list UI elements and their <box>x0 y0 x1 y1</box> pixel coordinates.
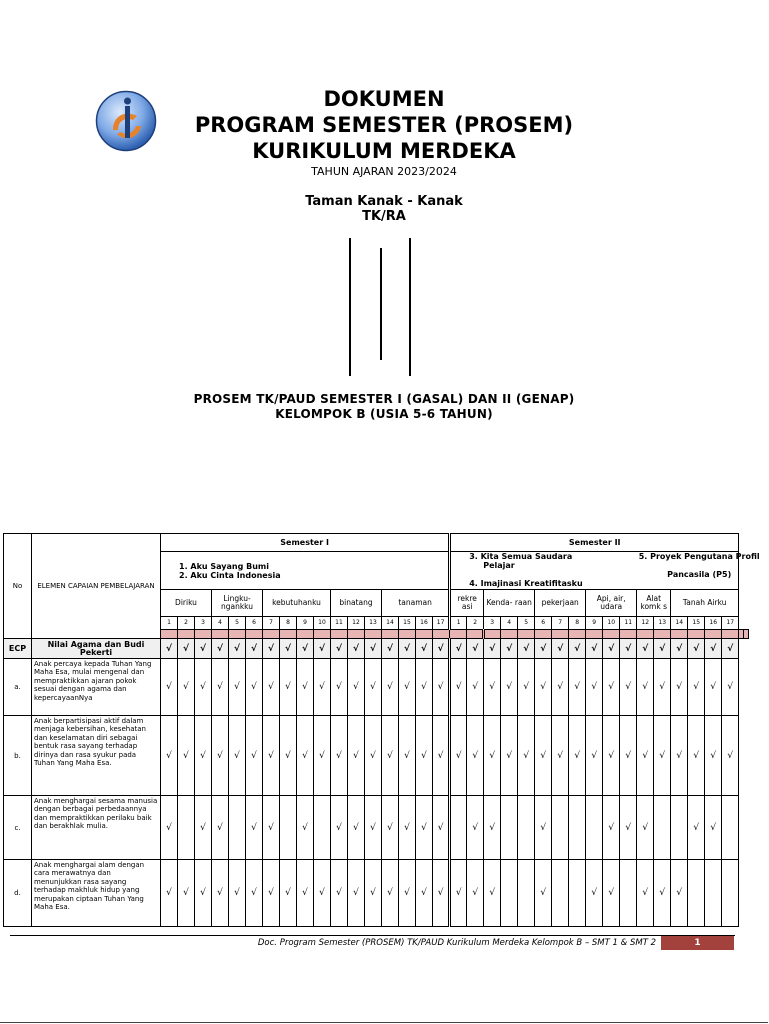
theme-3 <box>469 552 589 570</box>
document-title <box>160 86 608 224</box>
check-cell: √ <box>484 796 501 860</box>
check-cell: √ <box>246 796 263 860</box>
check-cell: √ <box>263 659 280 716</box>
check-cell: √ <box>688 716 705 796</box>
row-number: a. <box>4 659 32 716</box>
check-cell: √ <box>552 716 569 796</box>
week-number-sem2: 1 <box>450 617 467 630</box>
check-cell: √ <box>654 639 671 659</box>
check-cell: √ <box>450 639 467 659</box>
check-cell: √ <box>195 860 212 927</box>
check-cell: √ <box>246 716 263 796</box>
element-description: Anak menghargai sesama manusia dengan berbagai perbedaannya dan mempraktikkan perilaku baik dan berakhlak mulia. <box>32 796 161 860</box>
week-number-sem1: 9 <box>297 617 314 630</box>
semester-2-themes <box>450 552 760 590</box>
no-header: No <box>4 534 32 639</box>
school-abbr: TK/RA <box>362 209 406 224</box>
check-cell: √ <box>399 639 416 659</box>
check-cell <box>280 796 297 860</box>
spacer-cell <box>263 630 280 639</box>
decor-bar-middle <box>380 248 382 360</box>
title-line-3: KURIKULUM MERDEKA <box>252 139 516 163</box>
week-number-sem2: 12 <box>637 617 654 630</box>
row-number: c. <box>4 796 32 860</box>
check-cell: √ <box>212 639 229 659</box>
spacer-cell <box>535 630 552 639</box>
week-number-sem1: 17 <box>433 617 450 630</box>
check-cell: √ <box>484 639 501 659</box>
check-cell: √ <box>637 716 654 796</box>
check-cell: √ <box>671 639 688 659</box>
check-cell <box>671 796 688 860</box>
check-cell: √ <box>688 796 705 860</box>
week-number-sem1: 2 <box>178 617 195 630</box>
subtheme-header: Kenda- raan <box>484 590 535 617</box>
check-cell: √ <box>433 659 450 716</box>
table-row <box>4 716 749 796</box>
week-number-sem1: 10 <box>314 617 331 630</box>
spacer-cell <box>382 630 399 639</box>
check-cell: √ <box>382 860 399 927</box>
check-cell <box>178 796 195 860</box>
semester-1-header: Semester I <box>161 534 450 552</box>
check-cell: √ <box>501 716 518 796</box>
check-cell: √ <box>178 639 195 659</box>
subtheme-header: Api, air, udara <box>586 590 637 617</box>
check-cell: √ <box>365 639 382 659</box>
check-cell: √ <box>535 860 552 927</box>
check-cell: √ <box>382 716 399 796</box>
check-cell: √ <box>331 639 348 659</box>
check-cell: √ <box>365 796 382 860</box>
footer-rule <box>10 935 735 936</box>
check-cell: √ <box>586 659 603 716</box>
prosem-subtitle <box>100 392 668 422</box>
check-cell: √ <box>348 860 365 927</box>
check-cell: √ <box>161 796 178 860</box>
check-cell <box>569 796 586 860</box>
check-cell: √ <box>314 639 331 659</box>
week-number-sem1: 8 <box>280 617 297 630</box>
spacer-cell <box>331 630 348 639</box>
table-row <box>4 639 749 659</box>
check-cell <box>586 796 603 860</box>
check-cell: √ <box>518 716 535 796</box>
check-cell: √ <box>501 659 518 716</box>
week-number-sem2: 13 <box>654 617 671 630</box>
check-cell: √ <box>161 716 178 796</box>
check-cell: √ <box>722 716 739 796</box>
week-number-sem2: 8 <box>569 617 586 630</box>
check-cell: √ <box>399 659 416 716</box>
check-cell: √ <box>280 639 297 659</box>
check-cell: √ <box>212 860 229 927</box>
check-cell: √ <box>382 639 399 659</box>
spacer-cell <box>178 630 195 639</box>
check-cell: √ <box>416 796 433 860</box>
check-cell: √ <box>603 639 620 659</box>
check-cell <box>722 860 739 927</box>
check-cell: √ <box>620 639 637 659</box>
decor-bar-right <box>409 238 411 376</box>
check-cell <box>552 860 569 927</box>
check-cell: √ <box>535 716 552 796</box>
check-cell: √ <box>195 639 212 659</box>
week-number-sem2: 14 <box>671 617 688 630</box>
spacer-cell <box>603 630 620 639</box>
spacer-cell <box>501 630 518 639</box>
spacer-cell <box>744 630 749 639</box>
check-cell: √ <box>603 796 620 860</box>
theme-5 <box>629 552 769 579</box>
check-cell: √ <box>654 860 671 927</box>
check-cell: √ <box>654 659 671 716</box>
check-cell: √ <box>569 716 586 796</box>
week-number-sem1: 4 <box>212 617 229 630</box>
check-cell: √ <box>399 796 416 860</box>
check-cell: √ <box>433 860 450 927</box>
week-number-sem2: 4 <box>501 617 518 630</box>
check-cell: √ <box>314 860 331 927</box>
check-cell: √ <box>263 716 280 796</box>
check-cell: √ <box>671 860 688 927</box>
check-cell: √ <box>433 716 450 796</box>
check-cell <box>705 860 722 927</box>
check-cell: √ <box>331 716 348 796</box>
check-cell: √ <box>280 716 297 796</box>
check-cell: √ <box>620 796 637 860</box>
check-cell: √ <box>416 659 433 716</box>
title-line-1: DOKUMEN <box>323 87 445 111</box>
check-cell: √ <box>246 860 263 927</box>
subtheme-header: pekerjaan <box>535 590 586 617</box>
check-cell: √ <box>467 796 484 860</box>
check-cell: √ <box>331 659 348 716</box>
check-cell: √ <box>620 716 637 796</box>
spacer-cell <box>348 630 365 639</box>
check-cell: √ <box>382 659 399 716</box>
check-cell: √ <box>297 639 314 659</box>
spacer-cell <box>450 630 467 639</box>
subtheme-header: kebutuhanku <box>263 590 331 617</box>
week-number-sem1: 1 <box>161 617 178 630</box>
week-number-sem2: 15 <box>688 617 705 630</box>
prosem-line-2: KELOMPOK B (USIA 5-6 TAHUN) <box>275 407 493 421</box>
page-number-badge: 1 <box>661 936 734 950</box>
element-description: Anak berpartisipasi aktif dalam menjaga kebersihan, kesehatan dan keselamatan diri sebagai bentuk rasa sayang terhadap dirinya dan rasa syukur pada Tuhan Yang Maha Esa. <box>32 716 161 796</box>
spacer-cell <box>161 630 178 639</box>
check-cell: √ <box>195 796 212 860</box>
check-cell: √ <box>637 796 654 860</box>
table-row <box>4 796 749 860</box>
check-cell: √ <box>637 659 654 716</box>
check-cell: √ <box>382 796 399 860</box>
academic-year: TAHUN AJARAN 2023/2024 <box>311 165 457 178</box>
spacer-cell <box>484 630 501 639</box>
check-cell: √ <box>399 860 416 927</box>
spacer-cell <box>399 630 416 639</box>
spacer-cell <box>416 630 433 639</box>
row-number: b. <box>4 716 32 796</box>
week-number-sem2: 11 <box>620 617 637 630</box>
element-description: Anak percaya kepada Tuhan Yang Maha Esa, mulai mengenal dan mempraktikkan ajaran pokok sesuai dengan agama dan kepercayaanNya <box>32 659 161 716</box>
check-cell: √ <box>586 860 603 927</box>
check-cell: √ <box>603 860 620 927</box>
check-cell <box>552 796 569 860</box>
check-cell: √ <box>467 860 484 927</box>
week-number-sem1: 15 <box>399 617 416 630</box>
check-cell <box>654 796 671 860</box>
theme-3-line-1: 3. Kita Semua Saudara <box>469 552 573 561</box>
spacer-cell <box>654 630 671 639</box>
week-number-sem1: 7 <box>263 617 280 630</box>
check-cell: √ <box>212 659 229 716</box>
week-number-sem1: 13 <box>365 617 382 630</box>
check-cell: √ <box>229 639 246 659</box>
check-cell: √ <box>365 860 382 927</box>
check-cell: √ <box>501 639 518 659</box>
week-number-sem2: 6 <box>535 617 552 630</box>
spacer-cell <box>671 630 688 639</box>
element-description: Anak menghargai alam dengan cara merawatnya dan menunjukkan rasa sayang terhadap makhluk hidup yang merupakan ciptaan Tuhan Yang Maha Esa. <box>32 860 161 927</box>
week-number-sem2: 5 <box>518 617 535 630</box>
check-cell: √ <box>671 716 688 796</box>
check-cell: √ <box>433 639 450 659</box>
check-cell: √ <box>569 639 586 659</box>
spacer-cell <box>433 630 450 639</box>
subtheme-header: Lingku- ngankku <box>212 590 263 617</box>
check-cell: √ <box>671 659 688 716</box>
check-cell: √ <box>603 659 620 716</box>
check-cell: √ <box>467 659 484 716</box>
spacer-cell <box>246 630 263 639</box>
check-cell: √ <box>331 860 348 927</box>
check-cell: √ <box>297 860 314 927</box>
check-cell: √ <box>416 639 433 659</box>
check-cell: √ <box>705 716 722 796</box>
check-cell <box>518 796 535 860</box>
decor-bar-left <box>349 238 351 376</box>
check-cell: √ <box>178 716 195 796</box>
element-description: Nilai Agama dan Budi Pekerti <box>32 639 161 659</box>
school-type: Taman Kanak - Kanak <box>305 194 463 209</box>
check-cell: √ <box>195 659 212 716</box>
spacer-cell <box>705 630 722 639</box>
check-cell: √ <box>348 716 365 796</box>
check-cell: √ <box>586 639 603 659</box>
week-number-sem2: 16 <box>705 617 722 630</box>
check-cell: √ <box>314 659 331 716</box>
check-cell: √ <box>348 659 365 716</box>
theme-3-line-2: Pelajar <box>483 561 515 570</box>
check-cell: √ <box>297 716 314 796</box>
subtheme-header: Diriku <box>161 590 212 617</box>
subtheme-header: rekre asi <box>450 590 484 617</box>
spacer-cell <box>280 630 297 639</box>
check-cell: √ <box>161 659 178 716</box>
row-number: d. <box>4 860 32 927</box>
check-cell: √ <box>722 639 739 659</box>
check-cell <box>229 796 246 860</box>
check-cell: √ <box>535 796 552 860</box>
spacer-cell <box>365 630 382 639</box>
check-cell <box>501 860 518 927</box>
check-cell: √ <box>637 860 654 927</box>
check-cell: √ <box>297 796 314 860</box>
spacer-cell <box>297 630 314 639</box>
spacer-cell <box>195 630 212 639</box>
check-cell: √ <box>705 639 722 659</box>
week-number-sem2: 7 <box>552 617 569 630</box>
title-line-2: PROGRAM SEMESTER (PROSEM) <box>194 113 574 137</box>
subtheme-header: binatang <box>331 590 382 617</box>
spacer-cell <box>569 630 586 639</box>
semester-2-header: Semester II <box>450 534 739 552</box>
spacer-cell <box>552 630 569 639</box>
table-row <box>4 860 749 927</box>
subtheme-header: tanaman <box>382 590 450 617</box>
check-cell: √ <box>348 639 365 659</box>
table-row <box>4 659 749 716</box>
check-cell: √ <box>195 716 212 796</box>
check-cell: √ <box>467 716 484 796</box>
check-cell: √ <box>331 796 348 860</box>
check-cell: √ <box>467 639 484 659</box>
check-cell: √ <box>484 716 501 796</box>
week-number-sem2: 2 <box>467 617 484 630</box>
check-cell: √ <box>229 716 246 796</box>
week-number-sem1: 16 <box>416 617 433 630</box>
spacer-cell <box>518 630 535 639</box>
week-number-sem1: 3 <box>195 617 212 630</box>
check-cell <box>314 796 331 860</box>
subtheme-header: Alat komk s <box>637 590 671 617</box>
check-cell <box>688 860 705 927</box>
check-cell: √ <box>535 639 552 659</box>
spacer-cell <box>637 630 654 639</box>
check-cell <box>569 860 586 927</box>
check-cell: √ <box>433 796 450 860</box>
school-logo-icon <box>95 90 157 152</box>
check-cell <box>620 860 637 927</box>
check-cell: √ <box>705 796 722 860</box>
check-cell: √ <box>688 639 705 659</box>
week-number-sem1: 14 <box>382 617 399 630</box>
check-cell: √ <box>722 659 739 716</box>
check-cell: √ <box>586 716 603 796</box>
check-cell <box>518 860 535 927</box>
spacer-cell <box>722 630 739 639</box>
check-cell: √ <box>484 659 501 716</box>
check-cell: √ <box>246 659 263 716</box>
check-cell: √ <box>263 639 280 659</box>
check-cell: √ <box>518 639 535 659</box>
check-cell: √ <box>552 639 569 659</box>
check-cell: √ <box>178 659 195 716</box>
element-header: ELEMEN CAPAIAN PEMBELAJARAN <box>32 534 161 639</box>
check-cell: √ <box>229 659 246 716</box>
check-cell: √ <box>280 860 297 927</box>
check-cell: √ <box>705 659 722 716</box>
week-number-sem1: 11 <box>331 617 348 630</box>
prosem-table <box>3 533 760 927</box>
spacer-cell <box>586 630 603 639</box>
check-cell: √ <box>688 659 705 716</box>
check-cell: √ <box>263 860 280 927</box>
check-cell: √ <box>348 796 365 860</box>
week-number-sem2: 9 <box>586 617 603 630</box>
theme-2: 2. Aku Cinta Indonesia <box>179 570 281 580</box>
check-cell: √ <box>450 716 467 796</box>
week-number-sem2: 3 <box>484 617 501 630</box>
check-cell: √ <box>399 716 416 796</box>
check-cell: √ <box>518 659 535 716</box>
check-cell: √ <box>161 860 178 927</box>
theme-5-line-1: 5. Proyek Pengutana Profil <box>638 552 760 561</box>
check-cell <box>450 796 467 860</box>
check-cell: √ <box>263 796 280 860</box>
theme-4: 4. Imajinasi Kreatifitasku <box>469 579 583 588</box>
check-cell: √ <box>620 659 637 716</box>
semester-1-themes <box>161 552 450 590</box>
check-cell: √ <box>365 716 382 796</box>
check-cell: √ <box>280 659 297 716</box>
check-cell <box>722 796 739 860</box>
check-cell: √ <box>654 716 671 796</box>
footer-text: Doc. Program Semester (PROSEM) TK/PAUD Kurikulum Merdeka Kelompok B – SMT 1 & SMT 2 <box>257 938 656 948</box>
spacer-cell <box>314 630 331 639</box>
theme-1: 1. Aku Sayang Bumi <box>179 561 269 571</box>
check-cell: √ <box>484 860 501 927</box>
subtheme-header: Tanah Airku <box>671 590 739 617</box>
check-cell: √ <box>314 716 331 796</box>
row-number: ECP <box>4 639 32 659</box>
check-cell: √ <box>229 860 246 927</box>
week-number-sem1: 5 <box>229 617 246 630</box>
check-cell: √ <box>552 659 569 716</box>
prosem-line-1: PROSEM TK/PAUD SEMESTER I (GASAL) DAN II (GENAP) <box>193 392 575 406</box>
check-cell: √ <box>637 639 654 659</box>
check-cell: √ <box>416 716 433 796</box>
spacer-cell <box>467 630 484 639</box>
spacer-cell <box>212 630 229 639</box>
check-cell: √ <box>297 659 314 716</box>
check-cell: √ <box>450 659 467 716</box>
check-cell: √ <box>416 860 433 927</box>
check-cell: √ <box>178 860 195 927</box>
next-page-edge <box>0 1022 768 1023</box>
week-number-sem2: 17 <box>722 617 739 630</box>
check-cell: √ <box>246 639 263 659</box>
check-cell: √ <box>161 639 178 659</box>
spacer-cell <box>688 630 705 639</box>
check-cell: √ <box>603 716 620 796</box>
theme-5-line-2: Pancasila (P5) <box>667 570 732 579</box>
check-cell: √ <box>535 659 552 716</box>
check-cell: √ <box>569 659 586 716</box>
check-cell: √ <box>450 860 467 927</box>
spacer-cell <box>229 630 246 639</box>
check-cell: √ <box>212 716 229 796</box>
check-cell: √ <box>365 659 382 716</box>
check-cell: √ <box>212 796 229 860</box>
week-number-sem2: 10 <box>603 617 620 630</box>
week-number-sem1: 12 <box>348 617 365 630</box>
week-number-sem1: 6 <box>246 617 263 630</box>
spacer-cell <box>620 630 637 639</box>
check-cell <box>501 796 518 860</box>
